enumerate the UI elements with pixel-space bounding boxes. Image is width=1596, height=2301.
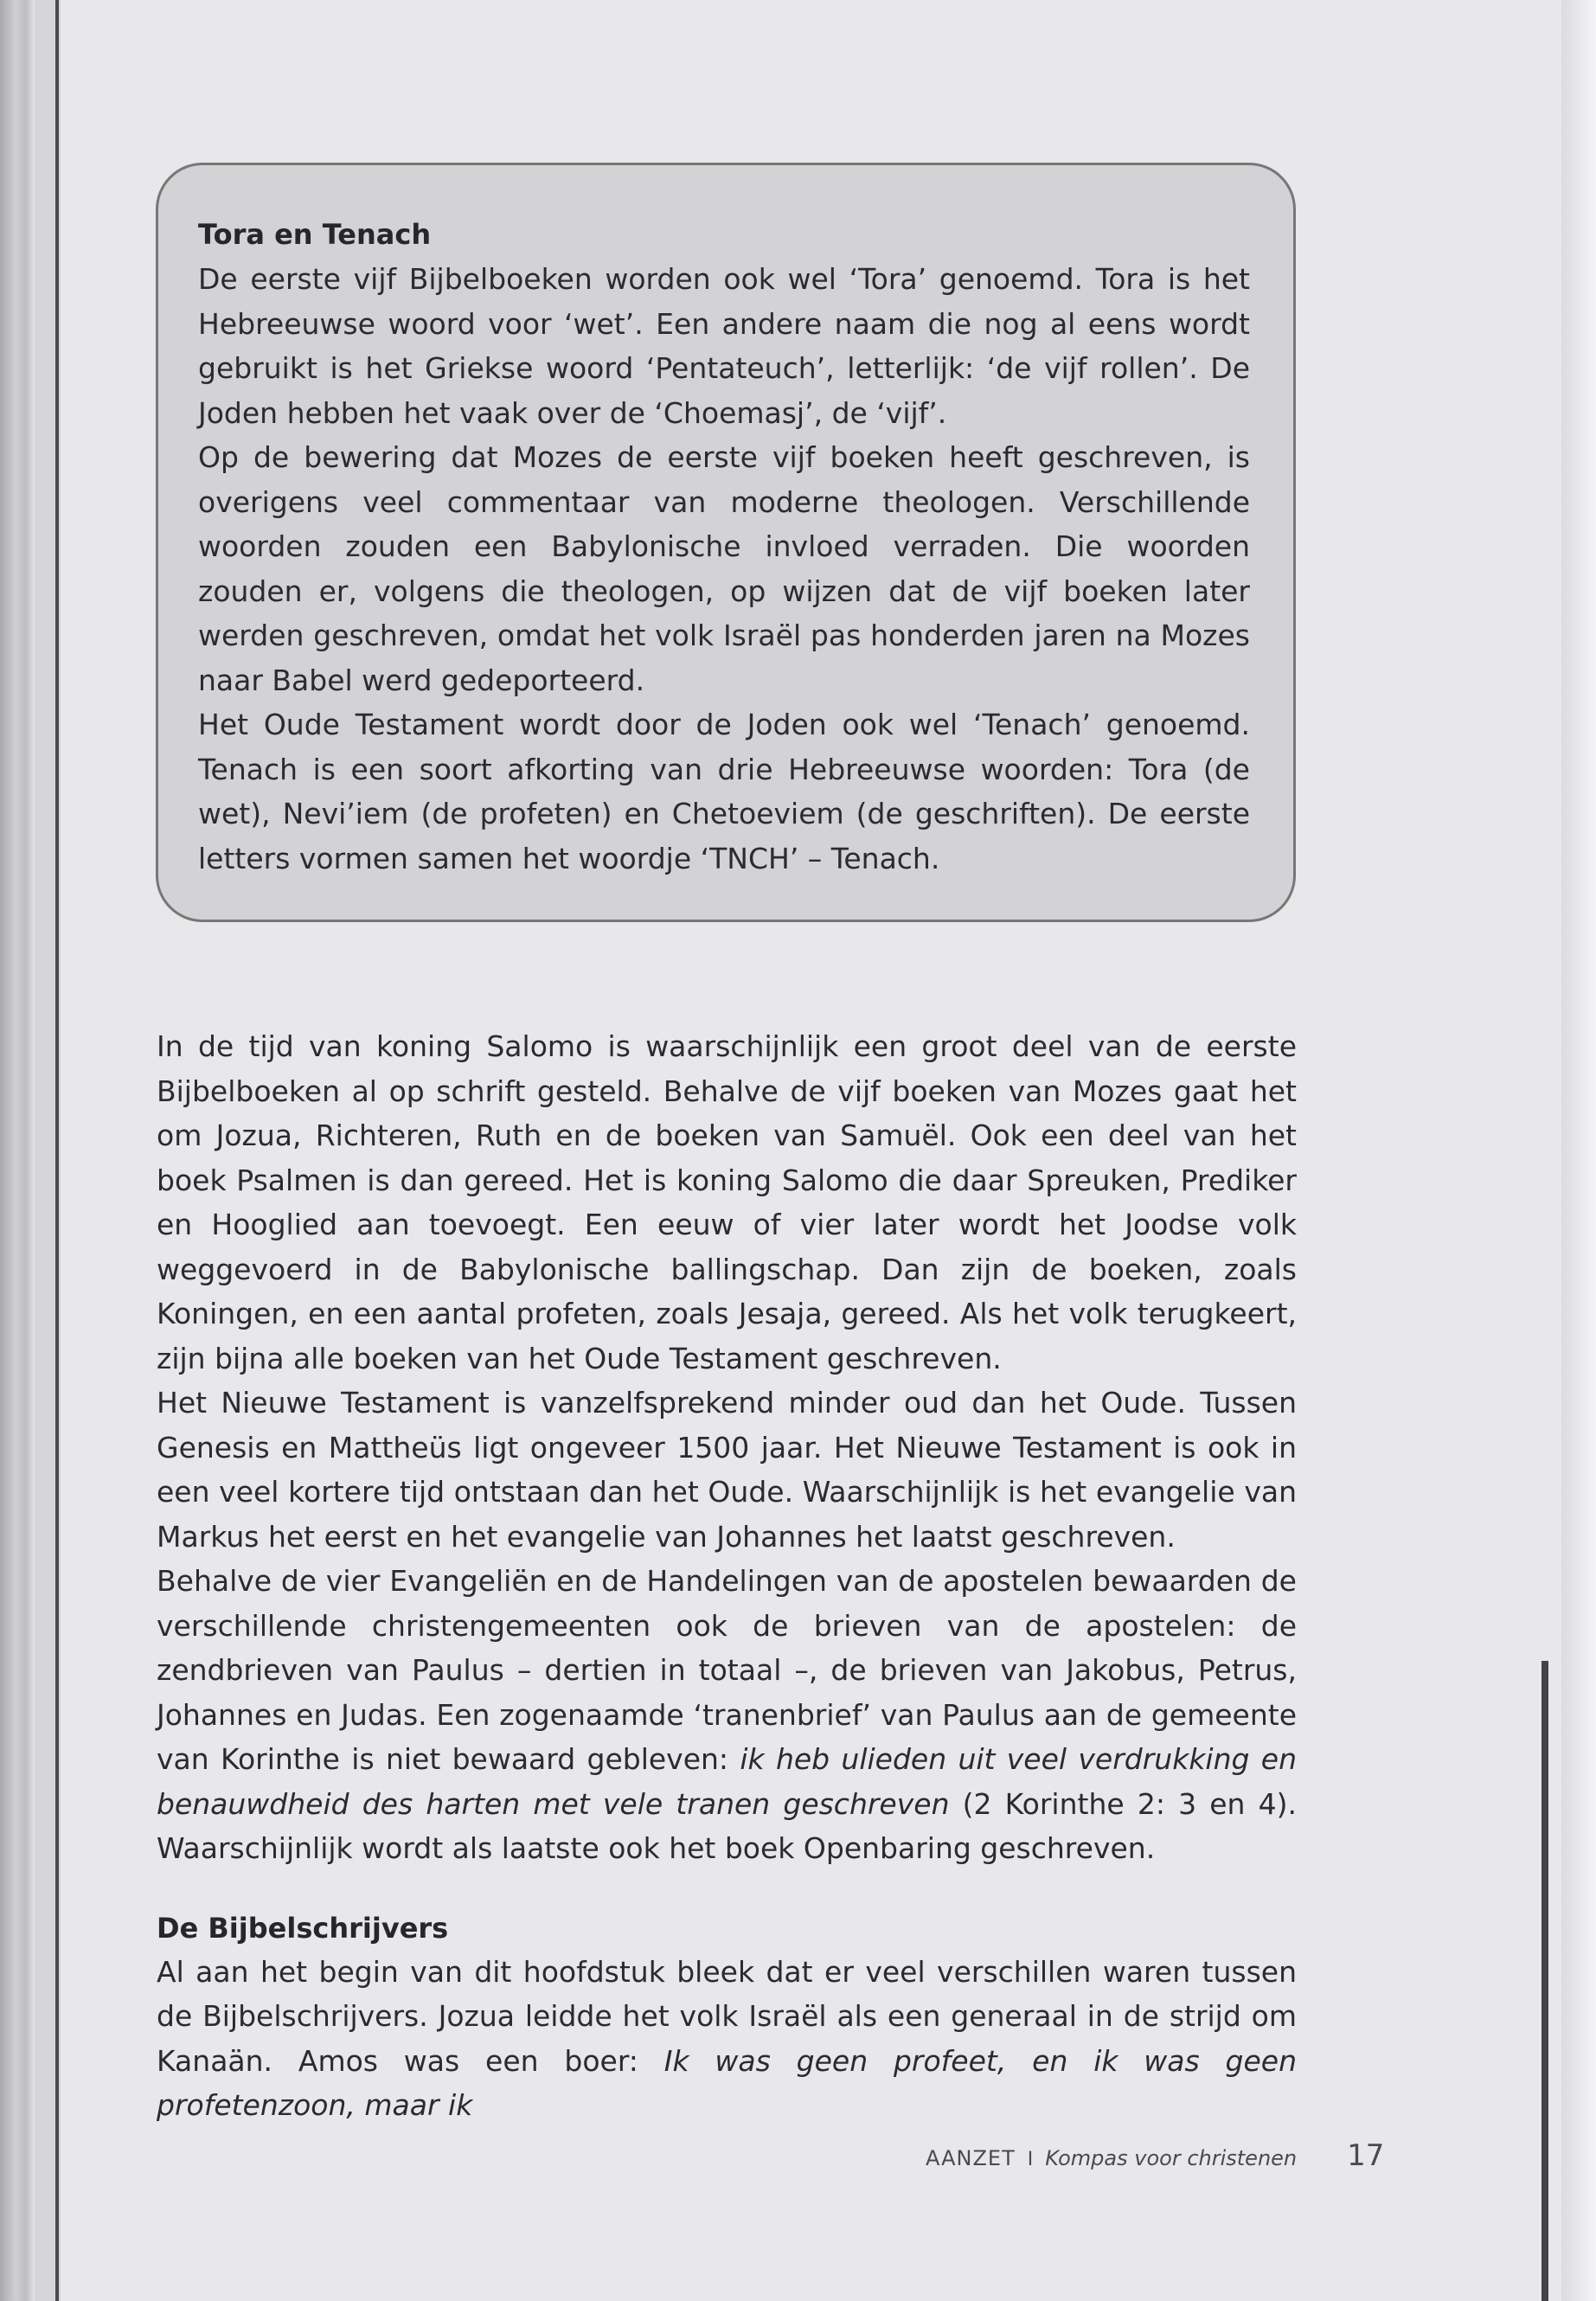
page-number: 17 — [1347, 2138, 1385, 2173]
footer-book-title: Kompas voor christenen — [1045, 2146, 1298, 2170]
sidebar-heading: Tora en Tenach — [198, 218, 432, 251]
footer-series: AANZET — [926, 2146, 1016, 2170]
footer-separator: I — [1027, 2149, 1034, 2170]
body-paragraph — [157, 1559, 1297, 1871]
section-heading: De Bijbelschrijvers — [157, 1911, 449, 1945]
body-paragraph: Het Nieuwe Testament is vanzelfsprekend minder oud dan het Oude. Tussen Genesis en Mattheüs ligt ongeveer 1500 jaar. Het Nieuwe Testament is ook in een veel kortere tijd ontstaan dan het Oude. Waarschijnlijk is het evangelie van Markus het eerst en het evangelie van Johannes het laatst geschreven. — [157, 1386, 1297, 1554]
sidebar-paragraph: Op de bewering dat Mozes de eerste vijf boeken heeft geschreven, is overigens veel commentaar van moderne theologen. Verschillende woorden zouden een Babylonische invloed verraden. Die woorden zouden er, volgens die theologen, op wijzen dat de vijf boeken later werden geschreven, omdat het volk Israël pas honderden jaren na Mozes naar Babel werd gedeporteerd. — [198, 440, 1250, 697]
sidebar-paragraph: De eerste vijf Bijbelboeken worden ook wel ‘Tora’ genoemd. Tora is het Hebreeuwse woord voor ‘wet’. Een andere naam die nog al eens wordt gebruikt is het Griekse woord ‘Pentateuch’, letterlijk: ‘de vijf rollen’. De Joden hebben het vaak over de ‘Choemasj’, de ‘vijf’. — [198, 262, 1250, 430]
scripture-quote: Ik was geen profeet, en ik was geen profetenzoon, maar ik — [157, 2043, 1297, 2122]
page-shadow-strip — [1542, 1661, 1548, 2301]
page-edge-right — [1561, 0, 1596, 2301]
body-paragraph — [157, 1950, 1297, 2128]
text-run: (2 Korinthe 2: 3 en 4). Waarschijnlijk wordt als laatste ook het boek Openbaring geschreven. — [157, 1786, 1297, 1865]
text-run: Al aan het begin van dit hoofdstuk bleek dat er veel verschillen waren tussen de Bijbelschrijvers. Jozua leidde het volk Israël als een generaal in de strijd om Kanaän. Amos was een boer: — [157, 1954, 1297, 2078]
sidebar-paragraph: Het Oude Testament wordt door de Joden ook wel ‘Tenach’ genoemd. Tenach is een soort afkorting van drie Hebreeuwse woorden: Tora (de wet), Nevi’iem (de profeten) en Chetoeviem (de geschriften). De eerste letters vormen samen het woordje ‘TNCH’ – Tenach. — [198, 708, 1250, 875]
page-footer — [926, 2138, 1384, 2180]
main-text — [157, 1024, 1297, 2128]
page-edge-left — [0, 0, 35, 2301]
body-paragraph: In de tijd van koning Salomo is waarschijnlijk een groot deel van de eerste Bijbelboeken al op schrift gesteld. Behalve de vijf boeken van Mozes gaat het om Jozua, Richteren, Ruth en de boeken van Samuël. Ook een deel van het boek Psalmen is dan gereed. Het is koning Salomo die daar Spreuken, Prediker en Hooglied aan toevoegt. Een eeuw of vier later wordt het Joodse volk weggevoerd in de Babylonische ballingschap. Dan zijn de boeken, zoals Koningen, en een aantal profeten, zoals Jesaja, gereed. Als het volk terugkeert, zijn bijna alle boeken van het Oude Testament geschreven. — [157, 1029, 1297, 1375]
text-run: Behalve de vier Evangeliën en de Handelingen van de apostelen bewaarden de verschillende christengemeenten ook de brieven van de apostelen: de zendbrieven van Paulus – dertien in totaal –, de brieven van Jakobus, Petrus, Johannes en Judas. Een zogenaamde ‘tranenbrief’ van Paulus aan de gemeente van Korinthe is niet bewaard gebleven: — [157, 1564, 1297, 1776]
sidebar-box — [156, 163, 1296, 922]
scripture-quote: ik heb ulieden uit veel verdrukking en benauwdheid des harten met vele tranen geschreven — [157, 1742, 1297, 1821]
page-gutter-line — [55, 0, 59, 2301]
